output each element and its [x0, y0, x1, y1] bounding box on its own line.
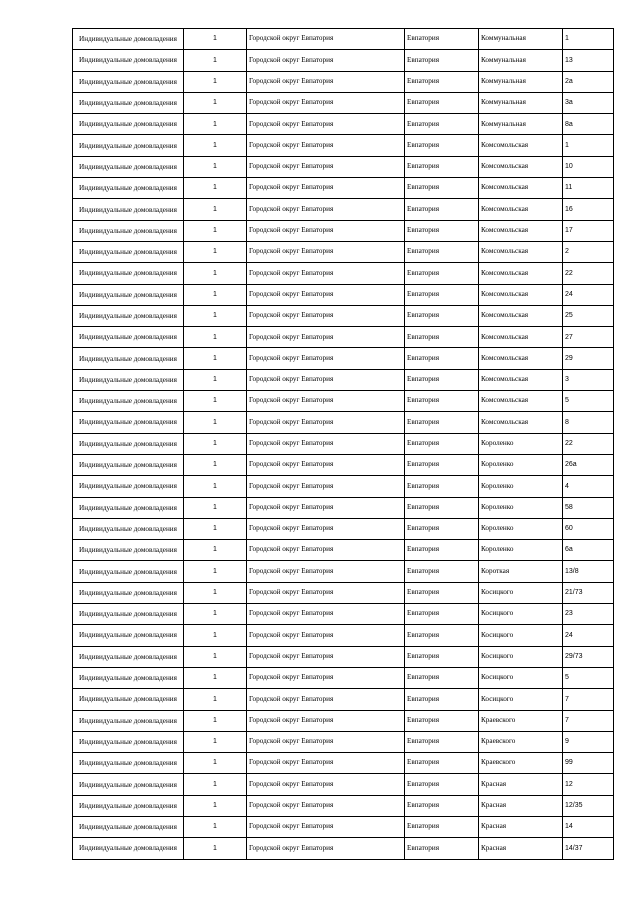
street-cell: Коммунальная — [479, 92, 563, 113]
house-number-cell: 10 — [563, 156, 614, 177]
city-cell: Евпатория — [405, 369, 479, 390]
table-row — [73, 604, 614, 625]
district-cell: Городской округ Евпатория — [247, 114, 405, 135]
count-cell: 1 — [184, 50, 247, 71]
house-number-cell: 16 — [563, 199, 614, 220]
city-cell: Евпатория — [405, 582, 479, 603]
count-cell: 1 — [184, 838, 247, 859]
table-row — [73, 753, 614, 774]
count-cell: 1 — [184, 433, 247, 454]
count-cell: 1 — [184, 753, 247, 774]
housing-type-cell: Индивидуальные домовладения — [73, 774, 184, 795]
count-cell: 1 — [184, 454, 247, 475]
city-cell: Евпатория — [405, 497, 479, 518]
city-cell: Евпатория — [405, 412, 479, 433]
district-cell: Городской округ Евпатория — [247, 156, 405, 177]
housing-type-cell: Индивидуальные домовладения — [73, 689, 184, 710]
city-cell: Евпатория — [405, 29, 479, 50]
housing-type-cell: Индивидуальные домовладения — [73, 518, 184, 539]
street-cell: Комсомольская — [479, 327, 563, 348]
house-number-cell: 4 — [563, 476, 614, 497]
housing-type-cell: Индивидуальные домовладения — [73, 263, 184, 284]
district-cell: Городской округ Евпатория — [247, 838, 405, 859]
street-cell: Комсомольская — [479, 284, 563, 305]
house-number-cell: 3а — [563, 92, 614, 113]
house-number-cell: 2а — [563, 71, 614, 92]
housing-type-cell: Индивидуальные домовладения — [73, 71, 184, 92]
district-cell: Городской округ Евпатория — [247, 92, 405, 113]
city-cell: Евпатория — [405, 263, 479, 284]
table-row — [73, 29, 614, 50]
street-cell: Краевского — [479, 710, 563, 731]
count-cell: 1 — [184, 220, 247, 241]
house-number-cell: 24 — [563, 284, 614, 305]
street-cell: Косицкого — [479, 689, 563, 710]
district-cell: Городской округ Евпатория — [247, 476, 405, 497]
table-row — [73, 433, 614, 454]
city-cell: Евпатория — [405, 114, 479, 135]
district-cell: Городской округ Евпатория — [247, 625, 405, 646]
house-number-cell: 13/8 — [563, 561, 614, 582]
table-row — [73, 518, 614, 539]
table-row — [73, 92, 614, 113]
count-cell: 1 — [184, 689, 247, 710]
district-cell: Городской округ Евпатория — [247, 816, 405, 837]
address-table-body — [73, 29, 614, 860]
housing-type-cell: Индивидуальные домовладения — [73, 199, 184, 220]
city-cell: Евпатория — [405, 646, 479, 667]
count-cell: 1 — [184, 731, 247, 752]
count-cell: 1 — [184, 327, 247, 348]
city-cell: Евпатория — [405, 795, 479, 816]
street-cell: Красная — [479, 774, 563, 795]
city-cell: Евпатория — [405, 241, 479, 262]
table-row — [73, 476, 614, 497]
table-row — [73, 199, 614, 220]
table-row — [73, 241, 614, 262]
street-cell: Комсомольская — [479, 369, 563, 390]
house-number-cell: 13 — [563, 50, 614, 71]
table-row — [73, 114, 614, 135]
housing-type-cell: Индивидуальные домовладения — [73, 497, 184, 518]
table-row — [73, 71, 614, 92]
street-cell: Краевского — [479, 731, 563, 752]
house-number-cell: 27 — [563, 327, 614, 348]
housing-type-cell: Индивидуальные домовладения — [73, 838, 184, 859]
house-number-cell: 26а — [563, 454, 614, 475]
city-cell: Евпатория — [405, 816, 479, 837]
district-cell: Городской округ Евпатория — [247, 497, 405, 518]
house-number-cell: 60 — [563, 518, 614, 539]
table-row — [73, 156, 614, 177]
city-cell: Евпатория — [405, 518, 479, 539]
street-cell: Красная — [479, 816, 563, 837]
housing-type-cell: Индивидуальные домовладения — [73, 178, 184, 199]
district-cell: Городской округ Евпатория — [247, 582, 405, 603]
city-cell: Евпатория — [405, 71, 479, 92]
table-row — [73, 816, 614, 837]
street-cell: Коммунальная — [479, 71, 563, 92]
street-cell: Краевского — [479, 753, 563, 774]
table-row — [73, 135, 614, 156]
table-row — [73, 710, 614, 731]
street-cell: Короленко — [479, 518, 563, 539]
count-cell: 1 — [184, 604, 247, 625]
housing-type-cell: Индивидуальные домовладения — [73, 795, 184, 816]
district-cell: Городской округ Евпатория — [247, 241, 405, 262]
district-cell: Городской округ Евпатория — [247, 646, 405, 667]
street-cell: Короленко — [479, 540, 563, 561]
street-cell: Комсомольская — [479, 156, 563, 177]
housing-type-cell: Индивидуальные домовладения — [73, 816, 184, 837]
street-cell: Косицкого — [479, 667, 563, 688]
district-cell: Городской округ Евпатория — [247, 667, 405, 688]
count-cell: 1 — [184, 816, 247, 837]
count-cell: 1 — [184, 774, 247, 795]
housing-type-cell: Индивидуальные домовладения — [73, 667, 184, 688]
street-cell: Красная — [479, 795, 563, 816]
count-cell: 1 — [184, 29, 247, 50]
count-cell: 1 — [184, 92, 247, 113]
housing-type-cell: Индивидуальные домовладения — [73, 412, 184, 433]
housing-type-cell: Индивидуальные домовладения — [73, 284, 184, 305]
count-cell: 1 — [184, 156, 247, 177]
count-cell: 1 — [184, 540, 247, 561]
district-cell: Городской округ Евпатория — [247, 29, 405, 50]
table-row — [73, 50, 614, 71]
street-cell: Коммунальная — [479, 114, 563, 135]
table-row — [73, 391, 614, 412]
street-cell: Косицкого — [479, 604, 563, 625]
city-cell: Евпатория — [405, 327, 479, 348]
street-cell: Красная — [479, 838, 563, 859]
house-number-cell: 23 — [563, 604, 614, 625]
table-row — [73, 689, 614, 710]
street-cell: Косицкого — [479, 582, 563, 603]
count-cell: 1 — [184, 476, 247, 497]
count-cell: 1 — [184, 667, 247, 688]
count-cell: 1 — [184, 284, 247, 305]
house-number-cell: 9 — [563, 731, 614, 752]
house-number-cell: 11 — [563, 178, 614, 199]
street-cell: Комсомольская — [479, 220, 563, 241]
street-cell: Комсомольская — [479, 348, 563, 369]
street-cell: Коммунальная — [479, 50, 563, 71]
count-cell: 1 — [184, 518, 247, 539]
count-cell: 1 — [184, 305, 247, 326]
housing-type-cell: Индивидуальные домовладения — [73, 305, 184, 326]
house-number-cell: 12/35 — [563, 795, 614, 816]
city-cell: Евпатория — [405, 92, 479, 113]
housing-type-cell: Индивидуальные домовладения — [73, 369, 184, 390]
district-cell: Городской округ Евпатория — [247, 518, 405, 539]
city-cell: Евпатория — [405, 625, 479, 646]
street-cell: Короленко — [479, 497, 563, 518]
city-cell: Евпатория — [405, 689, 479, 710]
house-number-cell: 29 — [563, 348, 614, 369]
housing-type-cell: Индивидуальные домовладения — [73, 604, 184, 625]
street-cell: Комсомольская — [479, 178, 563, 199]
table-row — [73, 497, 614, 518]
city-cell: Евпатория — [405, 433, 479, 454]
table-row — [73, 369, 614, 390]
street-cell: Короленко — [479, 476, 563, 497]
district-cell: Городской округ Евпатория — [247, 284, 405, 305]
house-number-cell: 5 — [563, 667, 614, 688]
district-cell: Городской округ Евпатория — [247, 774, 405, 795]
housing-type-cell: Индивидуальные домовладения — [73, 220, 184, 241]
housing-type-cell: Индивидуальные домовладения — [73, 476, 184, 497]
count-cell: 1 — [184, 199, 247, 220]
count-cell: 1 — [184, 263, 247, 284]
city-cell: Евпатория — [405, 540, 479, 561]
district-cell: Городской округ Евпатория — [247, 433, 405, 454]
district-cell: Городской округ Евпатория — [247, 391, 405, 412]
district-cell: Городской округ Евпатория — [247, 795, 405, 816]
house-number-cell: 7 — [563, 710, 614, 731]
city-cell: Евпатория — [405, 199, 479, 220]
city-cell: Евпатория — [405, 604, 479, 625]
district-cell: Городской округ Евпатория — [247, 199, 405, 220]
street-cell: Короленко — [479, 433, 563, 454]
street-cell: Коммунальная — [479, 29, 563, 50]
table-row — [73, 540, 614, 561]
district-cell: Городской округ Евпатория — [247, 412, 405, 433]
table-row — [73, 731, 614, 752]
city-cell: Евпатория — [405, 710, 479, 731]
house-number-cell: 6а — [563, 540, 614, 561]
housing-type-cell: Индивидуальные домовладения — [73, 454, 184, 475]
table-row — [73, 305, 614, 326]
house-number-cell: 8 — [563, 412, 614, 433]
housing-type-cell: Индивидуальные домовладения — [73, 731, 184, 752]
street-cell: Короленко — [479, 454, 563, 475]
city-cell: Евпатория — [405, 731, 479, 752]
district-cell: Городской округ Евпатория — [247, 731, 405, 752]
house-number-cell: 29/73 — [563, 646, 614, 667]
street-cell: Комсомольская — [479, 241, 563, 262]
table-row — [73, 561, 614, 582]
city-cell: Евпатория — [405, 220, 479, 241]
count-cell: 1 — [184, 646, 247, 667]
city-cell: Евпатория — [405, 348, 479, 369]
count-cell: 1 — [184, 391, 247, 412]
table-row — [73, 625, 614, 646]
house-number-cell: 1 — [563, 29, 614, 50]
housing-type-cell: Индивидуальные домовладения — [73, 646, 184, 667]
table-row — [73, 178, 614, 199]
house-number-cell: 2 — [563, 241, 614, 262]
district-cell: Городской округ Евпатория — [247, 263, 405, 284]
house-number-cell: 7 — [563, 689, 614, 710]
district-cell: Городской округ Евпатория — [247, 561, 405, 582]
table-row — [73, 263, 614, 284]
housing-type-cell: Индивидуальные домовладения — [73, 561, 184, 582]
street-cell: Косицкого — [479, 646, 563, 667]
city-cell: Евпатория — [405, 50, 479, 71]
street-cell: Комсомольская — [479, 263, 563, 284]
housing-type-cell: Индивидуальные домовладения — [73, 135, 184, 156]
table-row — [73, 454, 614, 475]
housing-type-cell: Индивидуальные домовладения — [73, 50, 184, 71]
count-cell: 1 — [184, 497, 247, 518]
count-cell: 1 — [184, 710, 247, 731]
house-number-cell: 21/73 — [563, 582, 614, 603]
city-cell: Евпатория — [405, 838, 479, 859]
count-cell: 1 — [184, 178, 247, 199]
table-row — [73, 646, 614, 667]
housing-type-cell: Индивидуальные домовладения — [73, 540, 184, 561]
city-cell: Евпатория — [405, 753, 479, 774]
housing-type-cell: Индивидуальные домовладения — [73, 241, 184, 262]
housing-type-cell: Индивидуальные домовладения — [73, 92, 184, 113]
housing-type-cell: Индивидуальные домовладения — [73, 391, 184, 412]
street-cell: Комсомольская — [479, 305, 563, 326]
count-cell: 1 — [184, 795, 247, 816]
address-table — [72, 28, 614, 860]
house-number-cell: 5 — [563, 391, 614, 412]
district-cell: Городской округ Евпатория — [247, 540, 405, 561]
table-row — [73, 220, 614, 241]
street-cell: Комсомольская — [479, 412, 563, 433]
table-row — [73, 412, 614, 433]
housing-type-cell: Индивидуальные домовладения — [73, 753, 184, 774]
house-number-cell: 58 — [563, 497, 614, 518]
house-number-cell: 12 — [563, 774, 614, 795]
housing-type-cell: Индивидуальные домовладения — [73, 327, 184, 348]
count-cell: 1 — [184, 582, 247, 603]
street-cell: Короткая — [479, 561, 563, 582]
count-cell: 1 — [184, 412, 247, 433]
housing-type-cell: Индивидуальные домовладения — [73, 29, 184, 50]
table-row — [73, 838, 614, 859]
table-row — [73, 582, 614, 603]
count-cell: 1 — [184, 369, 247, 390]
city-cell: Евпатория — [405, 561, 479, 582]
city-cell: Евпатория — [405, 284, 479, 305]
city-cell: Евпатория — [405, 135, 479, 156]
street-cell: Комсомольская — [479, 391, 563, 412]
city-cell: Евпатория — [405, 454, 479, 475]
city-cell: Евпатория — [405, 667, 479, 688]
count-cell: 1 — [184, 625, 247, 646]
city-cell: Евпатория — [405, 476, 479, 497]
housing-type-cell: Индивидуальные домовладения — [73, 348, 184, 369]
house-number-cell: 24 — [563, 625, 614, 646]
city-cell: Евпатория — [405, 391, 479, 412]
city-cell: Евпатория — [405, 178, 479, 199]
count-cell: 1 — [184, 114, 247, 135]
housing-type-cell: Индивидуальные домовладения — [73, 433, 184, 454]
house-number-cell: 22 — [563, 433, 614, 454]
count-cell: 1 — [184, 561, 247, 582]
district-cell: Городской округ Евпатория — [247, 50, 405, 71]
district-cell: Городской округ Евпатория — [247, 135, 405, 156]
table-row — [73, 774, 614, 795]
city-cell: Евпатория — [405, 305, 479, 326]
district-cell: Городской округ Евпатория — [247, 604, 405, 625]
district-cell: Городской округ Евпатория — [247, 753, 405, 774]
count-cell: 1 — [184, 71, 247, 92]
housing-type-cell: Индивидуальные домовладения — [73, 582, 184, 603]
district-cell: Городской округ Евпатория — [247, 327, 405, 348]
housing-type-cell: Индивидуальные домовладения — [73, 625, 184, 646]
table-row — [73, 327, 614, 348]
district-cell: Городской округ Евпатория — [247, 454, 405, 475]
house-number-cell: 17 — [563, 220, 614, 241]
district-cell: Городской округ Евпатория — [247, 305, 405, 326]
count-cell: 1 — [184, 135, 247, 156]
district-cell: Городской округ Евпатория — [247, 689, 405, 710]
district-cell: Городской округ Евпатория — [247, 220, 405, 241]
house-number-cell: 25 — [563, 305, 614, 326]
district-cell: Городской округ Евпатория — [247, 71, 405, 92]
house-number-cell: 1 — [563, 135, 614, 156]
housing-type-cell: Индивидуальные домовладения — [73, 710, 184, 731]
house-number-cell: 14 — [563, 816, 614, 837]
table-row — [73, 284, 614, 305]
count-cell: 1 — [184, 241, 247, 262]
house-number-cell: 14/37 — [563, 838, 614, 859]
district-cell: Городской округ Евпатория — [247, 178, 405, 199]
house-number-cell: 22 — [563, 263, 614, 284]
city-cell: Евпатория — [405, 156, 479, 177]
street-cell: Комсомольская — [479, 199, 563, 220]
city-cell: Евпатория — [405, 774, 479, 795]
table-row — [73, 667, 614, 688]
house-number-cell: 8а — [563, 114, 614, 135]
housing-type-cell: Индивидуальные домовладения — [73, 156, 184, 177]
housing-type-cell: Индивидуальные домовладения — [73, 114, 184, 135]
street-cell: Комсомольская — [479, 135, 563, 156]
house-number-cell: 99 — [563, 753, 614, 774]
count-cell: 1 — [184, 348, 247, 369]
house-number-cell: 3 — [563, 369, 614, 390]
district-cell: Городской округ Евпатория — [247, 710, 405, 731]
table-row — [73, 348, 614, 369]
district-cell: Городской округ Евпатория — [247, 369, 405, 390]
district-cell: Городской округ Евпатория — [247, 348, 405, 369]
table-row — [73, 795, 614, 816]
street-cell: Косицкого — [479, 625, 563, 646]
